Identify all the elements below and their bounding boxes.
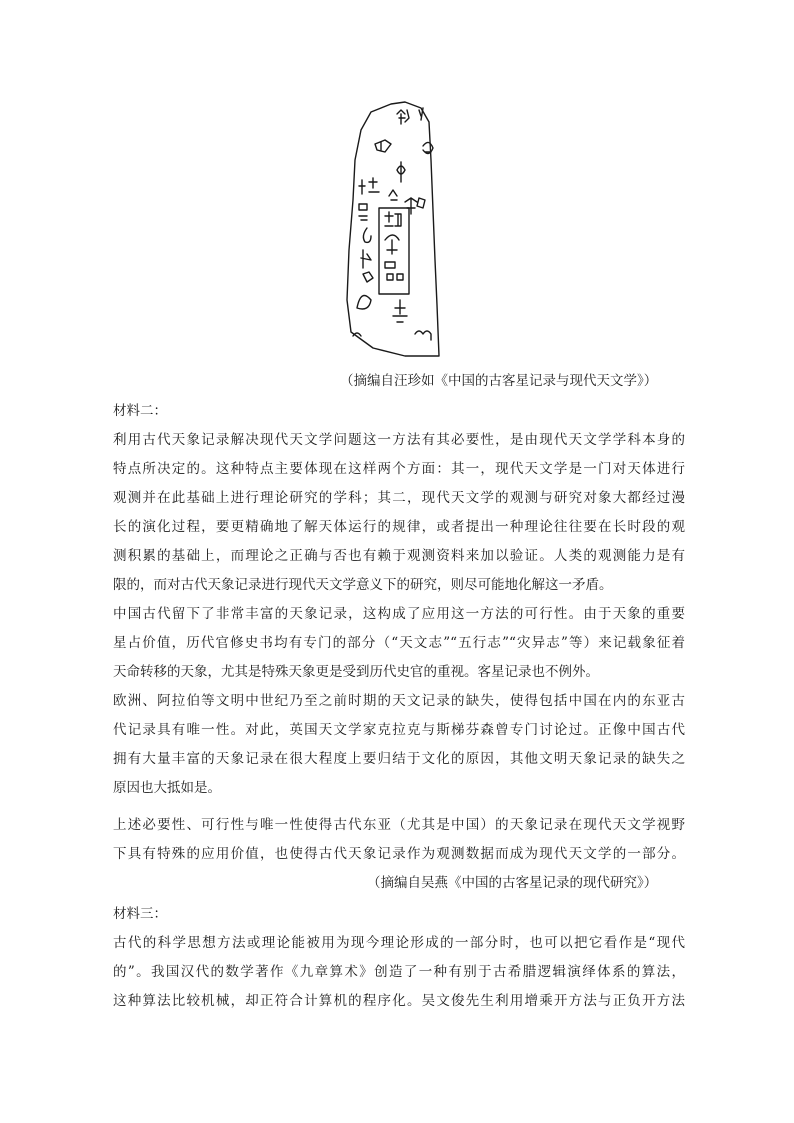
paragraph-line: 测积累的基础上，而理论之正确与否也有赖于观测资料来加以验证。人类的观测能力是有 xyxy=(113,548,685,564)
paragraph-line: 代记录具有唯一性。对此，英国天文学家克拉克与斯梯芬森曾专门讨论过。正像中国古代 xyxy=(113,722,685,738)
material-2-heading: 材料二： xyxy=(113,403,167,419)
paragraph-line: 古代的科学思想方法或理论能被用为现今理论形成的一部分时，也可以把它看作是“现代 xyxy=(113,935,685,951)
paragraph-line: 上述必要性、可行性与唯一性使得古代东亚（尤其是中国）的天象记录在现代天文学视野 xyxy=(113,817,685,833)
paragraph-line: 的”。我国汉代的数学著作《九章算术》创造了一种有别于古希腊逻辑演绎体系的算法， xyxy=(113,964,685,980)
paragraph-line: 星占价值，历代官修史书均有专门的部分（“天文志”“五行志”“灾异志”等）来记载象征着 xyxy=(113,635,685,651)
paragraph-line: 这种算法比较机械，却正符合计算机的程序化。吴文俊先生利用增乘开方法与正负开方法 xyxy=(113,993,685,1009)
paragraph-line: 中国古代留下了非常丰富的天象记录，这构成了应用这一方法的可行性。由于天象的重要 xyxy=(113,606,685,622)
material-3-heading: 材料三： xyxy=(113,906,167,922)
paragraph-line: 限的，而对古代天象记录进行现代天文学意义下的研究，则尽可能地化解这一矛盾。 xyxy=(113,577,613,593)
paragraph-line: 原因也大抵如是。 xyxy=(113,780,221,796)
paragraph-line: 长的演化过程，要更精确地了解天体运行的规律，或者提出一种理论往往要在长时段的观 xyxy=(113,519,685,535)
material-2-caption: （摘编自吴燕《中国的古客星记录的现代研究》） xyxy=(367,875,658,891)
paragraph-line: 利用古代天象记录解决现代天文学问题这一方法有其必要性，是由现代天文学学科本身的 xyxy=(113,432,685,448)
paragraph-line: 天命转移的天象，尤其是特殊天象更是受到历代史官的重视。客星记录也不例外。 xyxy=(113,664,599,680)
oracle-bone-inscription-image xyxy=(345,100,441,358)
paragraph-line: 拥有大量丰富的天象记录在很大程度上要归结于文化的原因，其他文明天象记录的缺失之 xyxy=(113,751,685,767)
paragraph-line: 下具有特殊的应用价值，也使得古代天象记录作为观测数据而成为现代天文学的一部分。 xyxy=(113,846,685,862)
figure-caption: （摘编自汪珍如《中国的古客星记录与现代天文学》） xyxy=(340,373,658,389)
paragraph-line: 欧洲、阿拉伯等文明中世纪乃至之前时期的天文记录的缺失，使得包括中国在内的东亚古 xyxy=(113,693,685,709)
paragraph-line: 观测并在此基础上进行理论研究的学科；其二，现代天文学的观测与研究对象大都经过漫 xyxy=(113,490,685,506)
paragraph-line: 特点所决定的。这种特点主要体现在这样两个方面：其一，现代天文学是一门对天体进行 xyxy=(113,461,685,477)
